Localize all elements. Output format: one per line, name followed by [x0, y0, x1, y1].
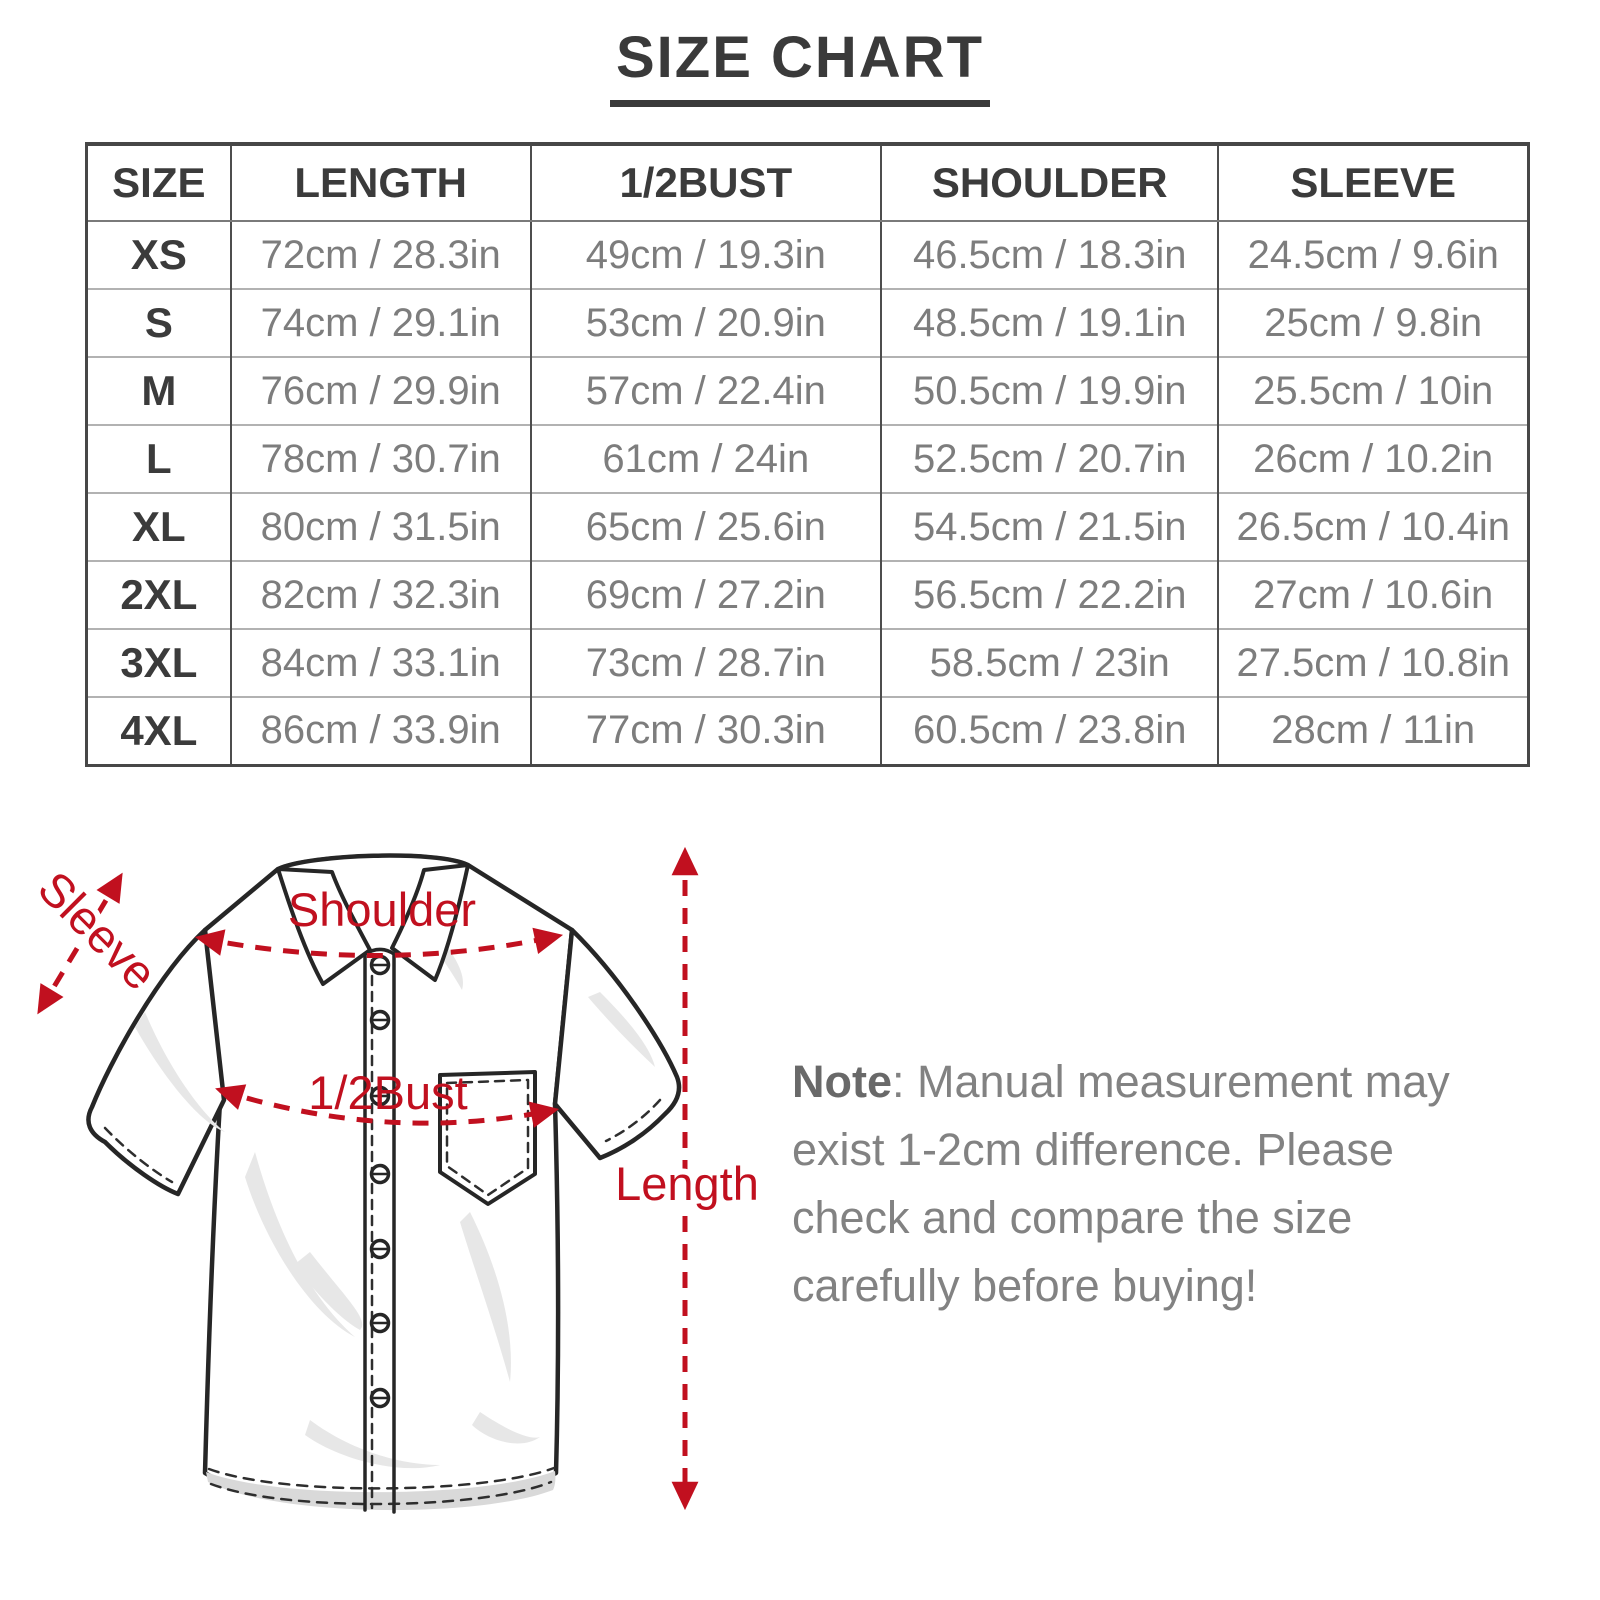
bust-cell: 61cm / 24in — [531, 425, 881, 493]
col-header-bust: 1/2BUST — [531, 144, 881, 221]
size-table — [85, 142, 1530, 767]
length-cell: 72cm / 28.3in — [231, 221, 531, 289]
table-row — [87, 221, 1529, 289]
col-header-length: LENGTH — [231, 144, 531, 221]
shoulder-cell: 56.5cm / 22.2in — [881, 561, 1218, 629]
sleeve-cell: 25.5cm / 10in — [1218, 357, 1528, 425]
length-label: Length — [615, 1157, 759, 1210]
sleeve-label: Sleeve — [28, 860, 168, 1000]
note-text — [792, 1048, 1482, 1320]
sleeve-cell: 27.5cm / 10.8in — [1218, 629, 1528, 697]
table-row — [87, 357, 1529, 425]
length-cell: 84cm / 33.1in — [231, 629, 531, 697]
col-header-size: SIZE — [87, 144, 231, 221]
size-cell: M — [87, 357, 231, 425]
col-header-sleeve: SLEEVE — [1218, 144, 1528, 221]
right-sleeve — [555, 930, 679, 1158]
sleeve-cell: 27cm / 10.6in — [1218, 561, 1528, 629]
col-header-shoulder: SHOULDER — [881, 144, 1218, 221]
shoulder-cell: 60.5cm / 23.8in — [881, 697, 1218, 765]
bust-label: 1/2Bust — [308, 1066, 468, 1119]
size-cell: XL — [87, 493, 231, 561]
shoulder-label: Shoulder — [287, 883, 477, 936]
note-line: exist 1-2cm difference. Please — [792, 1124, 1394, 1175]
table-row — [87, 561, 1529, 629]
page-title-text: SIZE CHART — [610, 26, 990, 107]
sleeve-cell: 26.5cm / 10.4in — [1218, 493, 1528, 561]
table-row — [87, 629, 1529, 697]
shoulder-cell: 46.5cm / 18.3in — [881, 221, 1218, 289]
length-cell: 80cm / 31.5in — [231, 493, 531, 561]
bust-cell: 69cm / 27.2in — [531, 561, 881, 629]
length-cell: 82cm / 32.3in — [231, 561, 531, 629]
table-row — [87, 289, 1529, 357]
size-cell: 2XL — [87, 561, 231, 629]
bust-cell: 73cm / 28.7in — [531, 629, 881, 697]
shirt-illustration — [88, 856, 679, 1512]
note-line: carefully before buying! — [792, 1260, 1258, 1311]
length-cell: 86cm / 33.9in — [231, 697, 531, 765]
table-header-row — [87, 144, 1529, 221]
shoulder-cell: 50.5cm / 19.9in — [881, 357, 1218, 425]
sleeve-cell: 28cm / 11in — [1218, 697, 1528, 765]
size-cell: L — [87, 425, 231, 493]
shoulder-cell: 54.5cm / 21.5in — [881, 493, 1218, 561]
size-cell: XS — [130, 231, 187, 278]
size-cell: S — [87, 289, 231, 357]
shoulder-cell: 58.5cm / 23in — [881, 629, 1218, 697]
bust-cell: 65cm / 25.6in — [531, 493, 881, 561]
length-cell: 76cm / 29.9in — [231, 357, 531, 425]
shirt-measurement-diagram — [10, 822, 770, 1562]
sleeve-cell: 25cm / 9.8in — [1218, 289, 1528, 357]
note-line-rest: : Manual measurement may — [892, 1056, 1450, 1107]
bust-cell: 49cm / 19.3in — [531, 221, 881, 289]
table-row — [87, 425, 1529, 493]
note-line — [792, 1048, 1482, 1116]
sleeve-cell: 26cm / 10.2in — [1218, 425, 1528, 493]
table-row — [87, 697, 1529, 765]
size-cell: 3XL — [87, 629, 231, 697]
bust-cell: 77cm / 30.3in — [531, 697, 881, 765]
note-label: Note — [792, 1056, 892, 1107]
bust-cell: 53cm / 20.9in — [531, 289, 881, 357]
sleeve-cell: 24.5cm / 9.6in — [1218, 221, 1528, 289]
page-title — [0, 26, 1600, 107]
note-line: check and compare the size — [792, 1192, 1353, 1243]
shoulder-cell: 52.5cm / 20.7in — [881, 425, 1218, 493]
table-row — [87, 493, 1529, 561]
length-cell: 78cm / 30.7in — [231, 425, 531, 493]
shoulder-cell: 48.5cm / 19.1in — [881, 289, 1218, 357]
length-cell: 74cm / 29.1in — [231, 289, 531, 357]
size-cell: 4XL — [87, 697, 231, 765]
bust-cell: 57cm / 22.4in — [531, 357, 881, 425]
